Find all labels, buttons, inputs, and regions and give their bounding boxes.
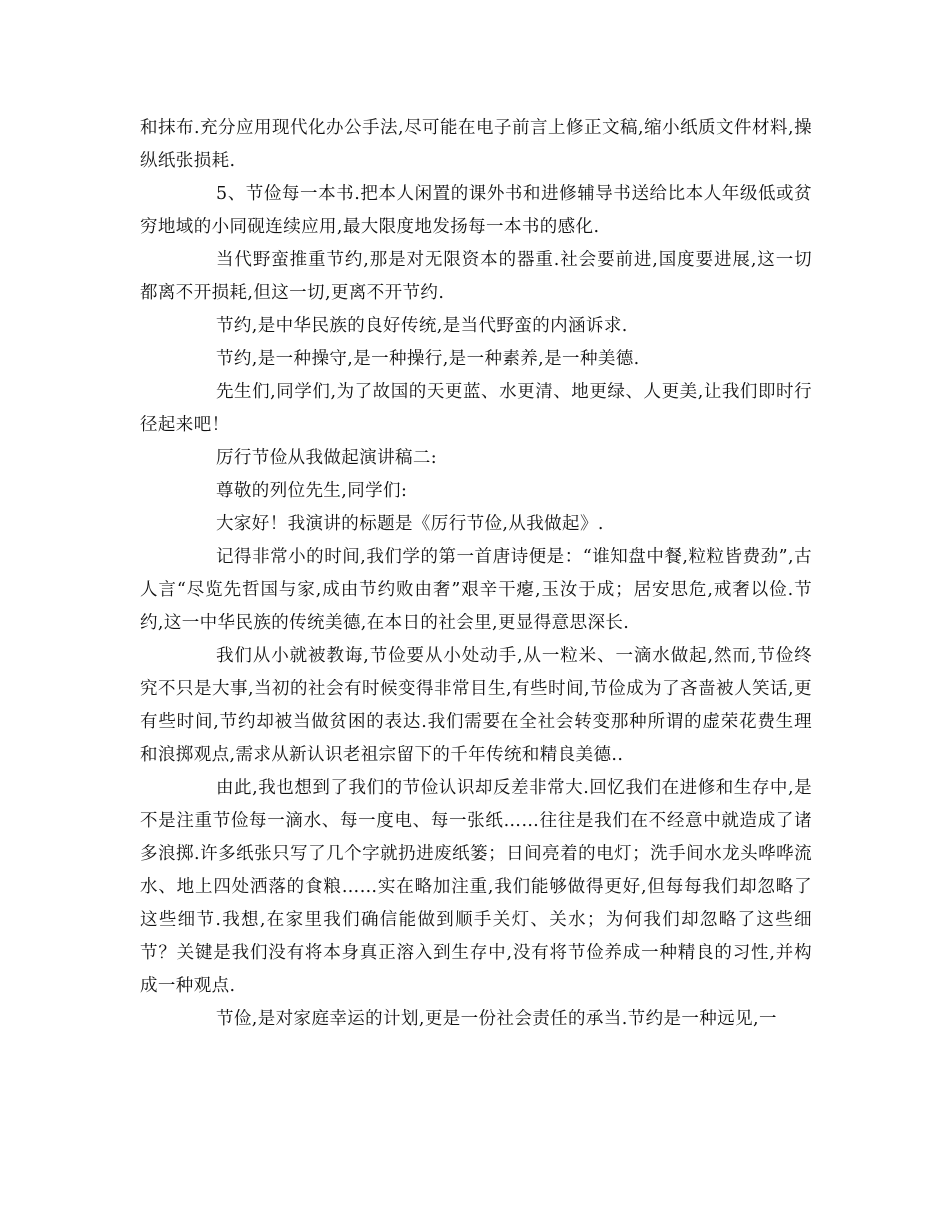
- paragraph-11: 我们从小就被教诲,节俭要从小处动手,从一粒米、一滴水做起,然而,节俭终究不只是大事,当初的社会有时候变得非常目生,有些时间,节俭成为了吝啬被人笑话,更有些时间,节约却被当做贫困的表达.我们需要在全社会转变那种所谓的虚荣花费生理和浪掷观点,需求从新认识老祖宗留下的千年传统和精良美德..: [140, 646, 812, 765]
- body-text: [140, 112, 812, 1036]
- paragraph-12: 由此,我也想到了我们的节俭认识却反差非常大.回忆我们在进修和生存中,是不是注重节俭每一滴水、每一度电、每一张纸……往往是我们在不经意中就造成了诸多浪掷.许多纸张只写了几个字就扔进废纸篓；日间亮着的电灯；洗手间水龙头哗哗流水、地上四处洒落的食粮……实在略加注重,我们能够做得更好,但每每我们却忽略了这些细节.我想,在家里我们确信能做到顺手关灯、关水；为何我们却忽略了这些细节？关键是我们没有将本身真正溶入到生存中,没有将节俭养成一种精良的习性,并构成一种观点.: [140, 778, 812, 996]
- paragraph-4: 节约,是中华民族的良好传统,是当代野蛮的内涵诉求.: [216, 316, 628, 336]
- paragraph-1: 和抹布.充分应用现代化办公手法,尽可能在电子前言上修正文稿,缩小纸质文件材料,操纵纸张损耗.: [140, 118, 812, 171]
- paragraph-13: 节俭,是对家庭幸运的计划,更是一份社会责任的承当.节约是一种远见,一: [216, 1009, 777, 1029]
- section-heading: 厉行节俭从我做起演讲稿二:: [216, 448, 438, 468]
- paragraph-2: 5、节俭每一本书.把本人闲置的课外书和进修辅导书送给比本人年级低或贫穷地域的小同砚连续应用,最大限度地发扬每一本书的感化.: [140, 184, 812, 237]
- paragraph-3: 当代野蛮推重节约,那是对无限资本的器重.社会要前进,国度要进展,这一切都离不开损耗,但这一切,更离不开节约.: [140, 250, 812, 303]
- salutation: 尊敬的列位先生,同学们:: [216, 481, 408, 501]
- speech-title-line: 大家好！我演讲的标题是《厉行节俭,从我做起》.: [216, 514, 604, 534]
- paragraph-5: 节约,是一种操守,是一种操行,是一种素养,是一种美德.: [216, 349, 640, 369]
- paragraph-10: 记得非常小的时间,我们学的第一首唐诗便是：“谁知盘中餐,粒粒皆费劲”,古人言“尽览先哲国与家,成由节约败由奢”艰辛干瘪,玉汝于成；居安思危,戒奢以俭.节约,这一中华民族的传统美德,在本日的社会里,更显得意思深长.: [140, 547, 812, 633]
- paragraph-6: 先生们,同学们,为了故国的天更蓝、水更清、地更绿、人更美,让我们即时行径起来吧！: [140, 382, 812, 435]
